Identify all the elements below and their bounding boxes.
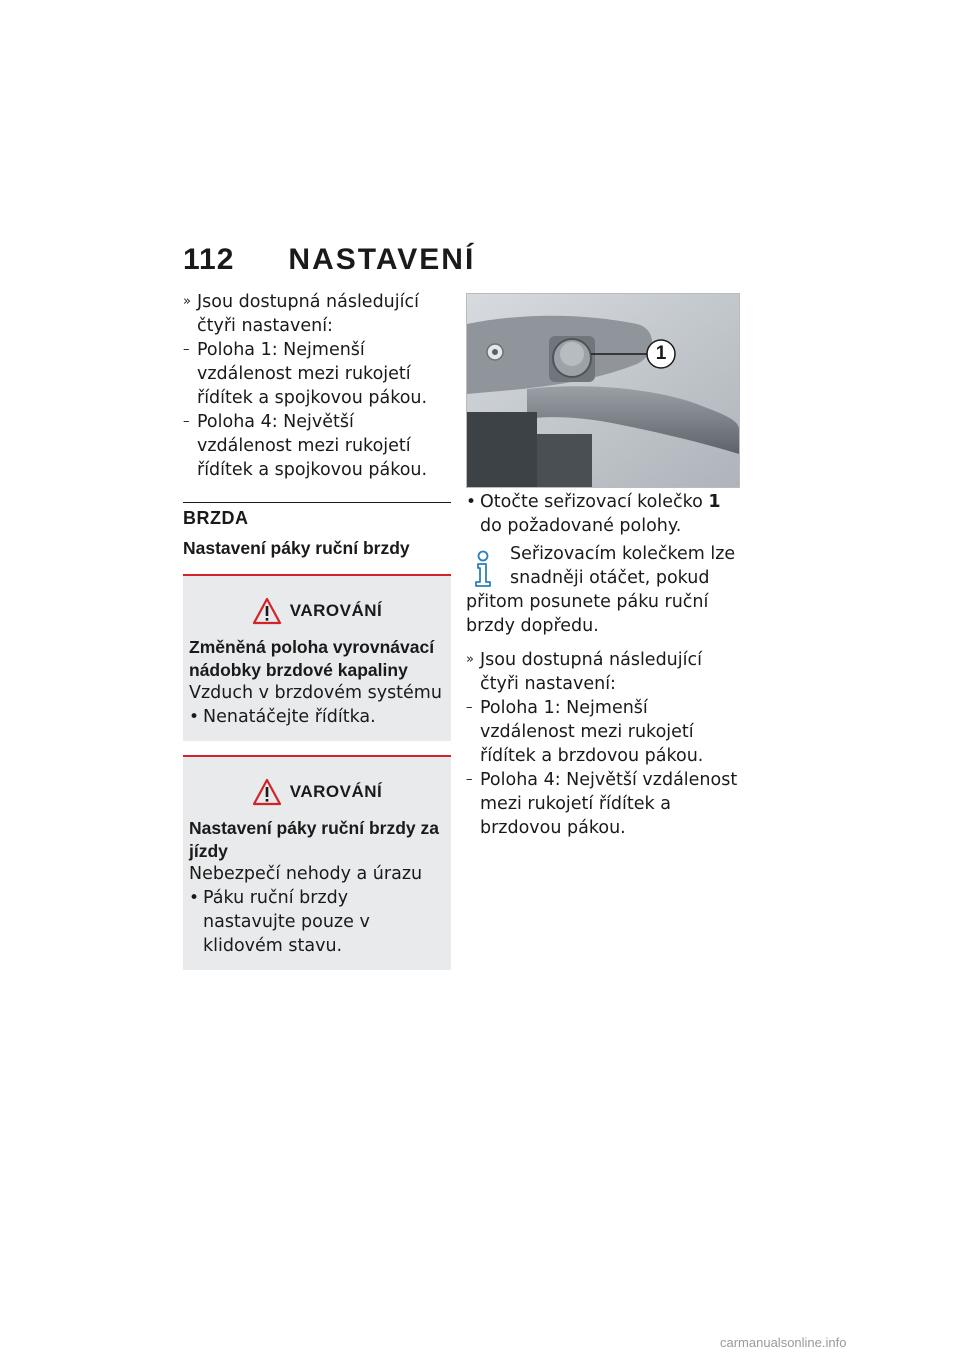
option-item: – Poloha 4: Největší vzdálenost mezi rukojetí řídítek a brzdovou pákou. [466, 770, 738, 838]
warning-title: VAROVÁNÍ [289, 782, 383, 801]
info-note [466, 542, 738, 638]
warning-header [189, 594, 445, 628]
dash-icon: – [183, 414, 190, 429]
note-text-rest: přitom posunete páku ruční brzdy dopředu. [466, 592, 709, 636]
callout-label: 1 [655, 343, 667, 364]
brake-lever-photo [466, 293, 740, 488]
info-icon [466, 548, 500, 590]
double-chevron-icon: » [183, 294, 191, 309]
warning-header [189, 775, 445, 809]
option-item: – Poloha 1: Nejmenší vzdálenost mezi rukojetí řídítek a spojkovou pákou. [183, 340, 428, 408]
result-item: » Jsou dostupná následující čtyři nastavení: [183, 292, 419, 336]
bullet-icon: • [189, 888, 200, 908]
warning-triangle-icon [252, 778, 282, 806]
section-heading: BRZDA [183, 508, 249, 528]
brake-lever-illustration [467, 294, 739, 487]
page-header [183, 243, 475, 283]
chapter-title: NASTAVENÍ [288, 243, 476, 276]
double-chevron-icon: » [466, 652, 474, 667]
warning-hazard: Nastavení páky ruční brzdy za jízdy [189, 818, 439, 861]
warning-box [183, 574, 451, 741]
option-item: – Poloha 4: Největší vzdálenost mezi rukojetí řídítek a spojkovou pákou. [183, 412, 428, 480]
warning-title: VAROVÁNÍ [289, 601, 383, 620]
step-text: Otočte seřizovací kolečko [480, 492, 703, 512]
warning-consequence: Nebezpečí nehody a úrazu [189, 864, 423, 884]
warning-hazard: Změněná poloha vyrovnávací nádobky brzdové kapaliny [189, 637, 435, 680]
dash-icon: – [183, 342, 190, 357]
option-item: – Poloha 1: Nejmenší vzdálenost mezi rukojetí řídítek a brzdovou pákou. [466, 698, 704, 766]
warning-action: • Nenatáčejte řídítka. [189, 707, 376, 727]
bullet-icon: • [466, 492, 477, 512]
warning-box [183, 755, 451, 970]
warning-triangle-icon [252, 597, 282, 625]
instruction-step [466, 490, 738, 538]
bullet-icon: • [189, 707, 200, 727]
warning-action: • Páku ruční brzdy nastavujte pouze v klidovém stavu. [189, 888, 370, 956]
dash-icon: – [466, 700, 473, 715]
right-column [466, 490, 738, 840]
watermark: carmanualsonline.info [720, 1335, 847, 1350]
warning-consequence: Vzduch v brzdovém systému [189, 683, 442, 703]
sub-heading: Nastavení páky ruční brzdy [183, 538, 410, 558]
note-text-first: Seřizovacím kolečkem lze snadněji otáčet, pokud [510, 544, 736, 588]
step-reference: 1 [708, 492, 721, 512]
page-number: 112 [183, 243, 235, 276]
section-divider [183, 502, 451, 503]
dash-icon: – [466, 772, 473, 787]
left-column [183, 290, 451, 970]
result-item: » Jsou dostupná následující čtyři nastavení: [466, 650, 702, 694]
step-text-rest: do požadované polohy. [480, 516, 682, 536]
